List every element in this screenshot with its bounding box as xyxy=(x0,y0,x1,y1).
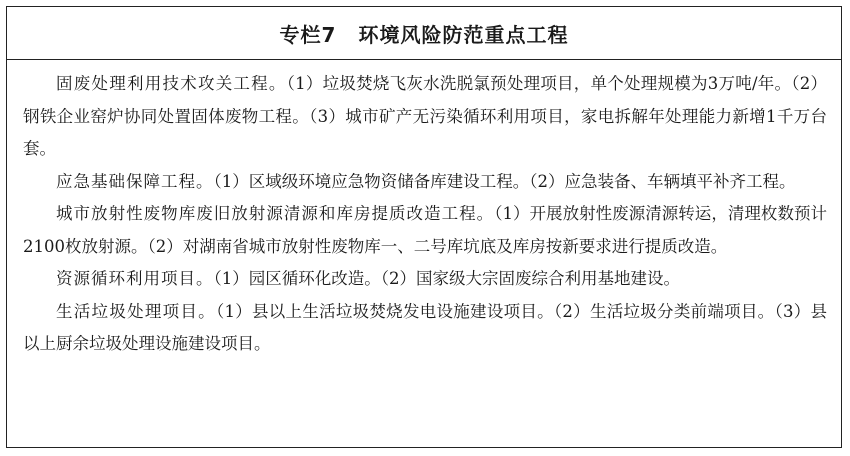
paragraph-lead: 固废处理利用技术攻关工程。 xyxy=(56,74,287,93)
paragraph-emergency xyxy=(23,166,827,199)
paragraph-lead: 应急基础保障工程。 xyxy=(56,171,214,191)
paragraph-body: （1）区域级环境应急物资储备库建设工程。（2）应急装备、车辆填平补齐工程。 xyxy=(213,171,796,191)
paragraph-lead: 资源循环利用项目。 xyxy=(56,269,214,288)
paragraph-recycling xyxy=(23,263,827,296)
paragraph-lead: 生活垃圾处理项目。 xyxy=(56,301,216,321)
box-title-label: 专栏7 xyxy=(279,22,337,47)
feature-box xyxy=(6,6,842,448)
paragraph-solid-waste xyxy=(23,68,827,166)
paragraph-lead: 城市放射性废物库废旧放射源清源和库房提质改造工程。 xyxy=(56,204,495,223)
paragraph-body: （1）垃圾焚烧飞灰水洗脱氯预处理项目，单个处理规模为3万吨/年。（2）钢铁企业窑炉协同处置固体废物工程。（3）城市矿产无污染循环利用项目，家电拆解年处理能力新增1千万台套。 xyxy=(23,74,827,158)
paragraph-radioactive xyxy=(23,198,827,263)
box-title-text: 环境风险防范重点工程 xyxy=(358,22,569,47)
paragraph-domestic-waste xyxy=(23,296,827,361)
paragraph-body: （1）园区循环化改造。（2）国家级大宗固废综合利用基地建设。 xyxy=(213,269,680,288)
box-title xyxy=(7,7,841,60)
paragraph-body: （1）县以上生活垃圾焚烧发电设施建设项目。（2）生活垃圾分类前端项目。（3）县以上厨余垃圾处理设施建设项目。 xyxy=(23,301,828,353)
paragraph-body: （1）开展放射性废源清源转运，清理枚数预计2100枚放射源。（2）对湖南省城市放射性废物库一、二号库坑底及库房按新要求进行提质改造。 xyxy=(23,204,828,256)
box-content xyxy=(7,60,841,361)
